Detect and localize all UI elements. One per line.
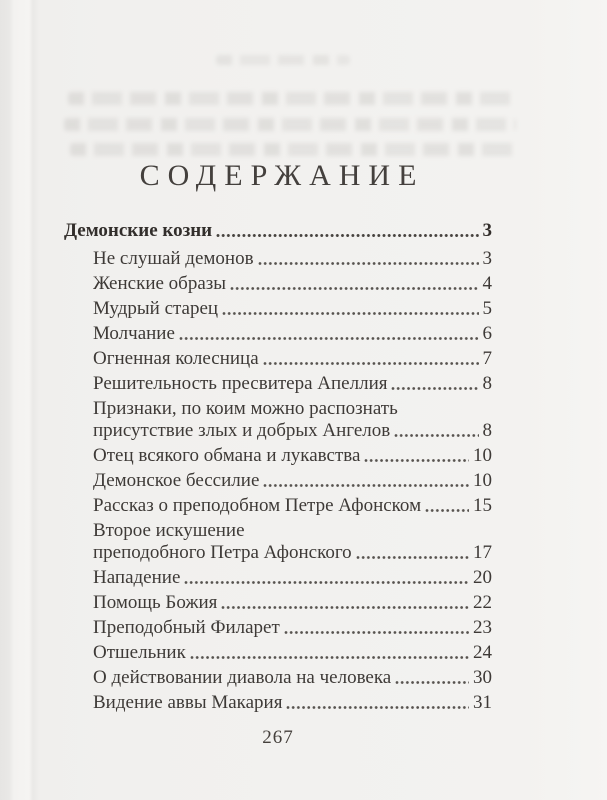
toc-leader-dots bbox=[222, 311, 478, 316]
folio-page-number: 267 bbox=[262, 727, 294, 748]
bleed-through-text bbox=[70, 143, 514, 156]
bleed-through-text bbox=[68, 92, 518, 105]
toc-entry bbox=[64, 593, 492, 613]
toc-entry-page: 8 bbox=[482, 373, 492, 394]
toc-entry-label: Решительность пресвитера Апеллия bbox=[93, 373, 388, 394]
toc-entry bbox=[64, 249, 492, 269]
toc-entry-label: Огненная колесница bbox=[93, 348, 259, 369]
toc-entry bbox=[64, 496, 492, 516]
toc-entry bbox=[64, 349, 492, 369]
toc-leader-dots bbox=[263, 483, 469, 488]
toc-entry-page: 23 bbox=[473, 617, 492, 638]
bleed-through-text bbox=[64, 118, 516, 131]
toc-entry-label: Молчание bbox=[93, 323, 175, 344]
toc-entry bbox=[64, 618, 492, 638]
toc-entry-page: 3 bbox=[482, 220, 492, 241]
toc-entry-page: 31 bbox=[473, 692, 492, 713]
toc-entry-page: 20 bbox=[473, 567, 492, 588]
toc-entry bbox=[64, 299, 492, 319]
toc-entry-label: Мудрый старец bbox=[93, 298, 219, 319]
toc-leader-dots bbox=[179, 336, 479, 341]
toc-entry-label: присутствие злых и добрых Ангелов bbox=[93, 420, 391, 441]
toc-entry-label: Отшельник bbox=[93, 642, 186, 663]
toc-entry-page: 24 bbox=[473, 642, 492, 663]
toc-entry-page: 5 bbox=[482, 298, 492, 319]
toc-entry bbox=[64, 324, 492, 344]
toc-entry-page: 3 bbox=[482, 248, 492, 269]
toc-entry bbox=[64, 521, 492, 563]
toc-entry-label: Демонское бессилие bbox=[93, 470, 260, 491]
toc-entry-label: Отец всякого обмана и лукавства bbox=[93, 445, 361, 466]
toc-entry bbox=[64, 568, 492, 588]
toc-leader-dots bbox=[284, 630, 469, 635]
toc-entry bbox=[64, 643, 492, 663]
toc-entry-label: Не слушай демонов bbox=[93, 248, 254, 269]
toc-entry bbox=[64, 693, 492, 713]
toc-leader-dots bbox=[263, 361, 479, 366]
toc-entry-label: Рассказ о преподобном Петре Афонском bbox=[93, 495, 422, 516]
toc-entry bbox=[64, 668, 492, 688]
toc-leader-dots bbox=[221, 605, 469, 610]
toc-leader-dots bbox=[395, 680, 469, 685]
toc-entry-page: 30 bbox=[473, 667, 492, 688]
toc-entry-page: 10 bbox=[473, 445, 492, 466]
toc-leader-dots bbox=[230, 286, 478, 291]
toc-leader-dots bbox=[391, 386, 478, 391]
toc-entry-page: 7 bbox=[482, 348, 492, 369]
toc-entry-label: Преподобный Филарет bbox=[93, 617, 280, 638]
toc-entry-label: Женские образы bbox=[93, 273, 227, 294]
toc-entry-page: 22 bbox=[473, 592, 492, 613]
toc-entry bbox=[64, 399, 492, 441]
toc-leader-dots bbox=[184, 580, 469, 585]
toc-entry bbox=[64, 221, 492, 241]
toc-entry-label: Помощь Божия bbox=[93, 592, 218, 613]
toc-leader-dots bbox=[394, 433, 478, 438]
toc-entry-label: Демонские козни bbox=[64, 220, 213, 241]
toc-leader-dots bbox=[190, 655, 469, 660]
page-title: СОДЕРЖАНИЕ bbox=[139, 159, 425, 192]
toc-entry-page: 8 bbox=[482, 420, 492, 441]
toc-leader-dots bbox=[425, 508, 469, 513]
toc-entry-page: 15 bbox=[473, 495, 492, 516]
toc-leader-dots bbox=[258, 261, 479, 266]
toc-entry-page: 4 bbox=[482, 273, 492, 294]
toc-entry-label: Второе искушение bbox=[93, 520, 245, 541]
toc-entry bbox=[64, 374, 492, 394]
toc-entry-page: 10 bbox=[473, 470, 492, 491]
toc-list bbox=[64, 221, 492, 718]
toc-entry-label: Признаки, по коим можно распознать bbox=[93, 398, 398, 419]
toc-entry-label: Нападение bbox=[93, 567, 181, 588]
toc-entry-page: 6 bbox=[482, 323, 492, 344]
toc-leader-dots bbox=[356, 555, 469, 560]
toc-entry-label: преподобного Петра Афонского bbox=[93, 542, 352, 563]
toc-entry bbox=[64, 471, 492, 491]
toc-leader-dots bbox=[286, 705, 469, 710]
toc-entry-page: 17 bbox=[473, 542, 492, 563]
toc-entry-label: Видение аввы Макария bbox=[93, 692, 283, 713]
toc-entry-label: О действовании диавола на человека bbox=[93, 667, 392, 688]
toc-entry bbox=[64, 274, 492, 294]
bleed-through-text bbox=[216, 55, 350, 65]
toc-entry bbox=[64, 446, 492, 466]
toc-leader-dots bbox=[216, 233, 478, 238]
toc-leader-dots bbox=[364, 458, 469, 463]
